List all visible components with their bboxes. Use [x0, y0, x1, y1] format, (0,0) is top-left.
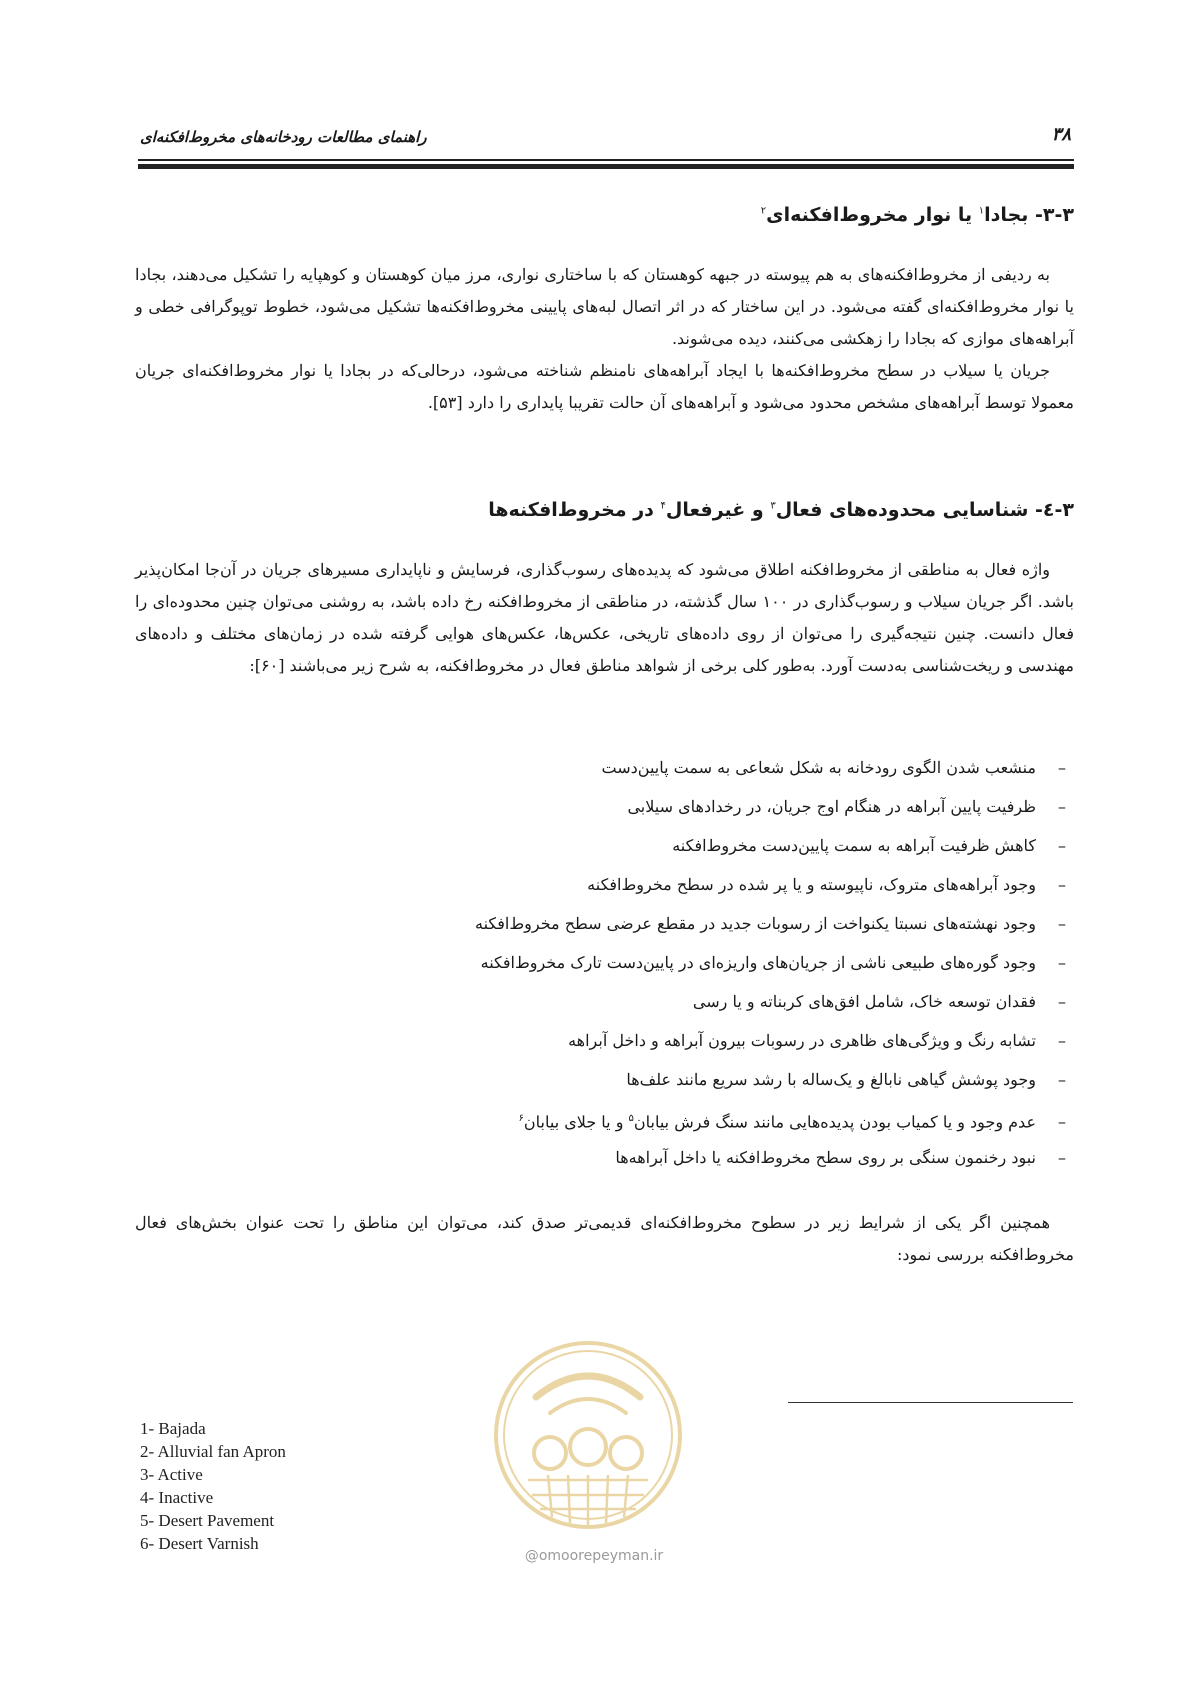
- footnote: 3- Active: [140, 1465, 203, 1484]
- footnote-ref-4: ۴: [660, 500, 666, 512]
- list-item: –وجود آبراهه‌های متروک، ناپیوسته و یا پر شده در سطح مخروط‌افکنه: [587, 875, 1066, 894]
- list-item: –وجود پوشش گیاهی نابالغ و یک‌ساله با رشد سریع مانند علف‌ها: [626, 1070, 1066, 1089]
- running-title: راهنمای مطالعات رودخانه‌های مخروط‌افکنه‌ای: [140, 128, 427, 146]
- header-rule-thin: [138, 159, 1074, 161]
- list-item: –فقدان توسعه خاک، شامل افق‌های کربناته و یا رسی: [692, 992, 1066, 1011]
- paragraph: همچنین اگر یکی از شرایط زیر در سطوح مخروط‌افکنه‌ای قدیمی‌تر صدق کند، می‌توان این مناطق را تحت عنوان بخش‌های فعال مخروط‌افکنه بررسی نمود:: [135, 1213, 1074, 1264]
- evidence-list: [135, 752, 1074, 1182]
- list-item: –منشعب شدن الگوی رودخانه به شکل شعاعی به سمت پایین‌دست: [601, 758, 1066, 777]
- list-item: –وجود نهشته‌های نسبتا یکنواخت از رسوبات جدید در مقطع عرضی سطح مخروط‌افکنه: [475, 914, 1066, 933]
- page-number: ۳۸: [1051, 124, 1071, 145]
- paragraph: جریان یا سیلاب در سطح مخروط‌افکنه‌ها با ایجاد آبراهه‌های نامنظم شناخته می‌شود، درحالی‌که در بجادا یا نوار مخروط‌افکنه‌ای جریان معمولا توسط آبراهه‌های مشخص محدود می‌شود و آبراهه‌های آن حالت تقریبا پایداری را دارد [۵۳].: [135, 361, 1074, 412]
- paragraph: واژه فعال به مناطقی از مخروط‌افکنه اطلاق می‌شود که پدیده‌های رسوب‌گذاری، فرسایش و ناپایداری مسیرهای جریان در آن‌جا امکان‌پذیر باشد. اگر جریان سیلاب و رسوب‌گذاری در ۱۰۰ سال گذشته، در مناطقی از مخروط‌افکنه رخ داده باشد، به روشنی می‌توان چنین محدوده‌ای را فعال دانست. چنین نتیجه‌گیری را می‌توان از روی داده‌های تاریخی، عکس‌ها، عکس‌های هوایی گرفته شده در زمان‌های مختلف و داده‌های مهندسی و ریخت‌شناسی به‌دست آورد. به‌طور کلی برخی از شواهد مناطق فعال در مخروط‌افکنه، به شرح زیر می‌باشند [۶۰]:: [135, 560, 1075, 675]
- footnote: 2- Alluvial fan Apron: [140, 1442, 286, 1461]
- footnote-ref-3: ۳: [770, 500, 776, 512]
- footnote-ref-5: ۵: [628, 1113, 634, 1124]
- list-item: –کاهش ظرفیت آبراهه به سمت پایین‌دست مخروط‌افکنه: [672, 836, 1066, 855]
- footnote: 5- Desert Pavement: [140, 1511, 275, 1530]
- footnote-rule: [788, 1402, 1073, 1403]
- section1-body: [135, 259, 1074, 419]
- footnote: 4- Inactive: [140, 1488, 214, 1507]
- header-rule-thick: [138, 164, 1074, 169]
- closing-paragraph-block: [135, 1207, 1074, 1271]
- footnote: 1- Bajada: [140, 1419, 206, 1438]
- list-item: –ظرفیت پایین آبراهه در هنگام اوج جریان، در رخدادهای سیلابی: [627, 797, 1066, 816]
- section-heading-bajada: ۳-۳- بجادا$^۱$ یا نوار مخروط‌افکنه‌ای$^۲$: [760, 204, 1074, 226]
- footnote-ref-6: ۶: [518, 1113, 524, 1124]
- list-item: –تشابه رنگ و ویژگی‌های ظاهری در رسوبات بیرون آبراهه و داخل آبراهه: [568, 1031, 1066, 1050]
- footnote-ref-2: ۲: [760, 205, 767, 217]
- footnotes: [140, 1417, 286, 1555]
- section-heading-active-inactive: ۳-٤- شناسایی محدوده‌های فعال$^۳$ و غیرفعال$^۴$ در مخروط‌افکنه‌ها: [488, 499, 1074, 521]
- section2-body: [135, 554, 1074, 682]
- paragraph: به ردیفی از مخروط‌افکنه‌های به هم پیوسته در جبهه کوهستان که با ساختاری نواری، مرز میان کوهستان و کوهپایه را تشکیل می‌دهند، بجادا یا نوار مخروط‌افکنه‌ای گفته می‌شود. در این ساختار که در اثر اتصال لبه‌های پایینی مخروط‌افکنه‌ها تشکیل می‌شود، خطوط توپوگرافی خطی و آبراهه‌های موازی که بجادا را زهکشی می‌کنند، دیده می‌شوند.: [135, 265, 1074, 348]
- watermark-seal-icon: [488, 1335, 688, 1535]
- list-item: –وجود گوره‌های طبیعی ناشی از جریان‌های واریزه‌ای در پایین‌دست تارک مخروط‌افکنه: [480, 953, 1066, 972]
- list-item: –نبود رخنمون سنگی بر روی سطح مخروط‌افکنه یا داخل آبراهه‌ها: [615, 1148, 1066, 1167]
- footnote-ref-1: ۱: [978, 205, 985, 217]
- footnote: 6- Desert Varnish: [140, 1534, 259, 1553]
- watermark-url: @omoorepeyman.ir: [524, 1548, 664, 1564]
- list-item: –عدم وجود و یا کمیاب بودن پدیده‌هایی مانند سنگ فرش بیابان$^۵$ و یا جلای بیابان$^۶$: [518, 1112, 1066, 1132]
